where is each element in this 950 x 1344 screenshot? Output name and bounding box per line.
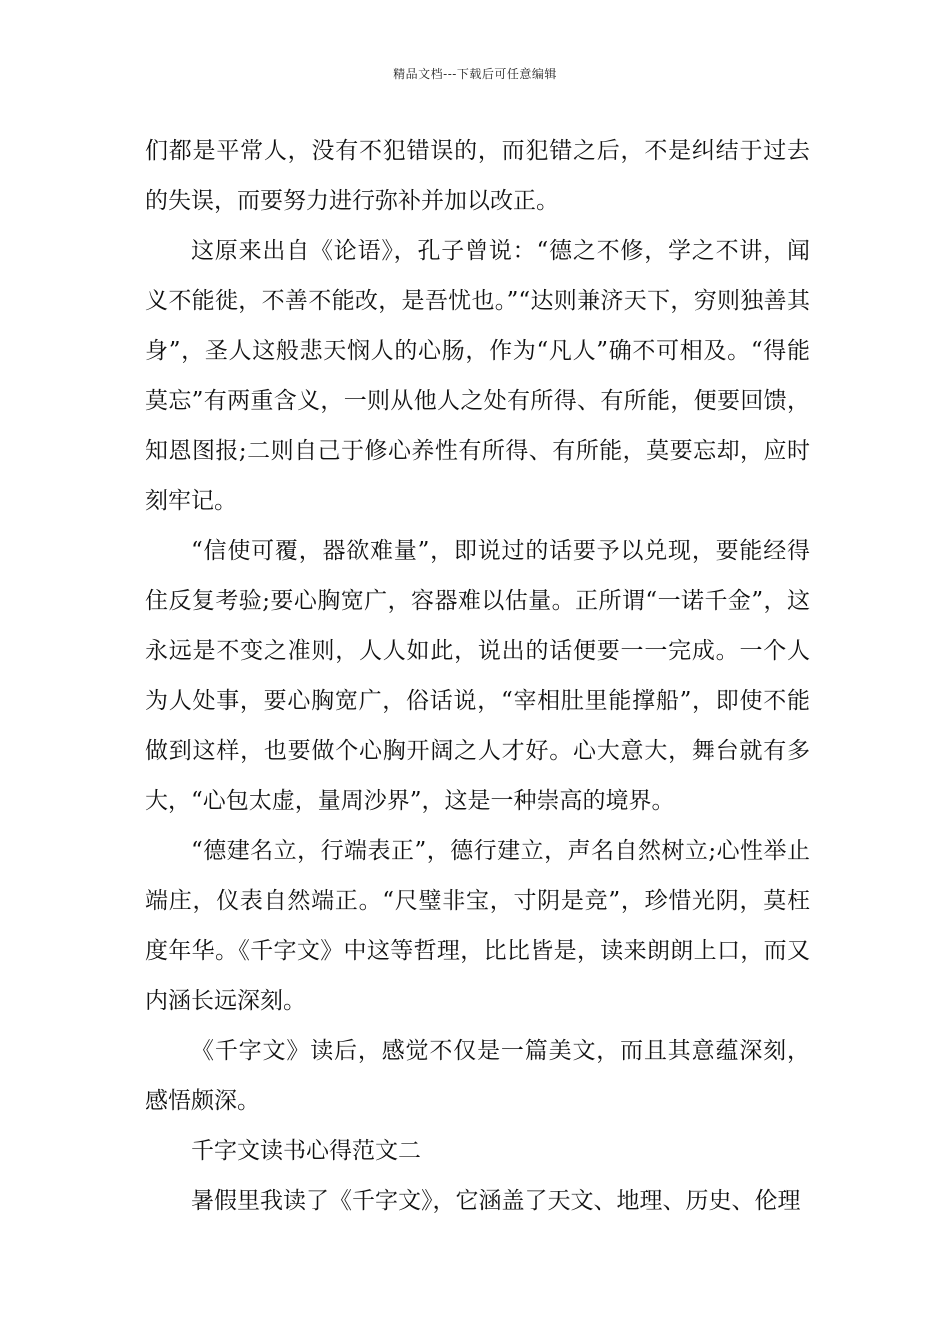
paragraph-summer: 暑假里我读了《千字文》，它涵盖了天文、地理、历史、伦理 [191,1188,801,1214]
paragraph-continuation: 们都是平常人，没有不犯错误的，而犯错之后，不是纠结于过去的失误，而要努力进行弥补并加以改正。 [145,138,810,214]
section-heading: 千字文读书心得范文二 [191,1138,421,1164]
page-header: 精品文档---下载后可任意编辑 [393,67,557,81]
paragraph-lunyu: 这原来出自《论语》，孔子曾说：“德之不修，学之不讲，闻义不能徙，不善不能改，是吾忧也。”“达则兼济天下，穷则独善其身”，圣人这般悲天悯人的心肠，作为“凡人”确不可相及。“得能莫忘”有两重含义，一则从他人之处有所得、有所能，便要回馈，知恩图报;二则自己于修心养性有所得、有所能，莫要忘却，应时刻牢记。 [145,238,810,514]
document-body [145,126,810,1226]
paragraph-dejian: “德建名立，行端表正”，德行建立，声名自然树立;心性举止端庄，仪表自然端正。“尺璧非宝，寸阴是竞”，珍惜光阴，莫枉度年华。《千字文》中这等哲理，比比皆是，读来朗朗上口，而又内涵长远深刻。 [145,838,810,1014]
paragraph-conclusion: 《千字文》读后，感觉不仅是一篇美文，而且其意蕴深刻，感悟颇深。 [145,1038,810,1114]
paragraph-xinshi: “信使可覆，器欲难量”，即说过的话要予以兑现，要能经得住反复考验;要心胸宽广，容器难以估量。正所谓“一诺千金”，这永远是不变之准则，人人如此，说出的话便要一一完成。一个人为人处事，要心胸宽广，俗话说，“宰相肚里能撑船”，即使不能做到这样，也要做个心胸开阔之人才好。心大意大，舞台就有多大，“心包太虚，量周沙界”，这是一种崇高的境界。 [145,538,810,814]
